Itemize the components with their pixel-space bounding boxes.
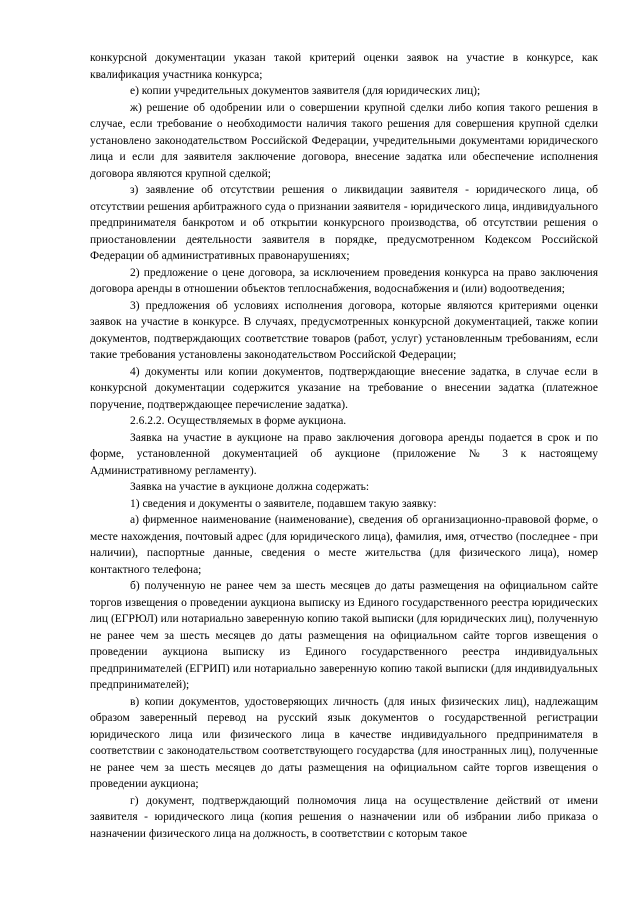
paragraph-item-z: з) заявление об отсутствии решения о ликвидации заявителя - юридического лица, об отсутствии решения арбитражного суда о признании заявителя - юридического лица, индивидуального предпринимателя банкротом и об открытии конкурсного производства, об отсутствии решения о приостановлении деятельности заявителя в порядке, предусмотренном Кодексом Российской Федерации об административных правонарушениях;	[90, 184, 598, 262]
paragraph-item-e: е) копии учредительных документов заявителя (для юридических лиц);	[130, 85, 481, 97]
paragraph-auction-application: Заявка на участие в аукционе на право заключения договора аренды подается в срок и по форме, установленной документацией об аукционе (приложение № 3 к настоящему Административному регламенту).	[90, 431, 598, 477]
section-heading-2-6-2-2: 2.6.2.2. Осуществляемых в форме аукциона.	[130, 415, 347, 427]
paragraph-continuation: конкурсной документации указан такой критерий оценки заявок на участие в конкурсе, как квалификация участника конкурса;	[90, 52, 598, 81]
document-page	[90, 50, 598, 842]
paragraph-item-v: в) копии документов, удостоверяющих личность (для иных физических лиц), надлежащим образом заверенный перевод на русский язык документов о государственной регистрации юридического лица или физического лица в качестве индивидуального предпринимателя в соответствии с законодательством соответствующего государства (для иностранных лиц), полученные не ранее чем за шесть месяцев до даты размещения на официальном сайте торгов извещения о проведении аукциона;	[90, 695, 598, 790]
paragraph-item-3: 3) предложения об условиях исполнения договора, которые являются критериями оценки заявок на участие в конкурсе. В случаях, предусмотренных конкурсной документацией, также копии документов, подтверждающих соответствие товаров (работ, услуг) установленным требованиям, если такие требования установлены законодательством Российской Федерации;	[90, 299, 598, 361]
paragraph-application-contents: Заявка на участие в аукционе должна содержать:	[130, 481, 370, 493]
paragraph-item-1: 1) сведения и документы о заявителе, подавшем такую заявку:	[130, 497, 437, 510]
paragraph-item-4: 4) документы или копии документов, подтверждающие внесение задатка, в случае если в конкурсной документации содержится указание на требование о внесении задатка (платежное поручение, подтверждающее перечисление задатка).	[90, 365, 598, 411]
paragraph-item-2: 2) предложение о цене договора, за исключением проведения конкурса на право заключения договора аренды в отношении объектов теплоснабжения, водоснабжения и (или) водоотведения;	[90, 266, 598, 295]
paragraph-item-zh: ж) решение об одобрении или о совершении крупной сделки либо копия такого решения в случае, если требование о необходимости наличия такого решения для совершения крупной сделки установлено законодательством Российской Федерации, учредительными документами юридического лица и если для заявителя заключение договора, внесение задатка или обеспечение исполнения договора являются крупной сделкой;	[90, 101, 598, 180]
paragraph-item-g: г) документ, подтверждающий полномочия лица на осуществление действий от имени заявителя - юридического лица (копия решения о назначении или об избрании либо приказа о назначении физического лица на должность, в соответствии с которым такое	[90, 794, 598, 840]
paragraph-item-b: б) полученную не ранее чем за шесть месяцев до даты размещения на официальном сайте торгов извещения о проведении аукциона выписку из Единого государственного реестра юридических лиц (ЕГРЮЛ) или нотариально заверенную копию такой выписки (для юридических лиц), полученную не ранее чем за шесть месяцев до даты размещения на официальном сайте торгов извещения о проведении аукциона выписку из Единого государственного реестра индивидуальных предпринимателей (ЕГРИП) или нотариально заверенную копию такой выписки (для индивидуальных предпринимателей);	[90, 580, 598, 691]
paragraph-item-a: а) фирменное наименование (наименование), сведения об организационно-правовой форме, о месте нахождения, почтовый адрес (для юридического лица), фамилия, имя, отчество (последнее - при наличии), паспортные данные, сведения о месте жительства (для физического лица), номер контактного телефона;	[90, 514, 598, 576]
